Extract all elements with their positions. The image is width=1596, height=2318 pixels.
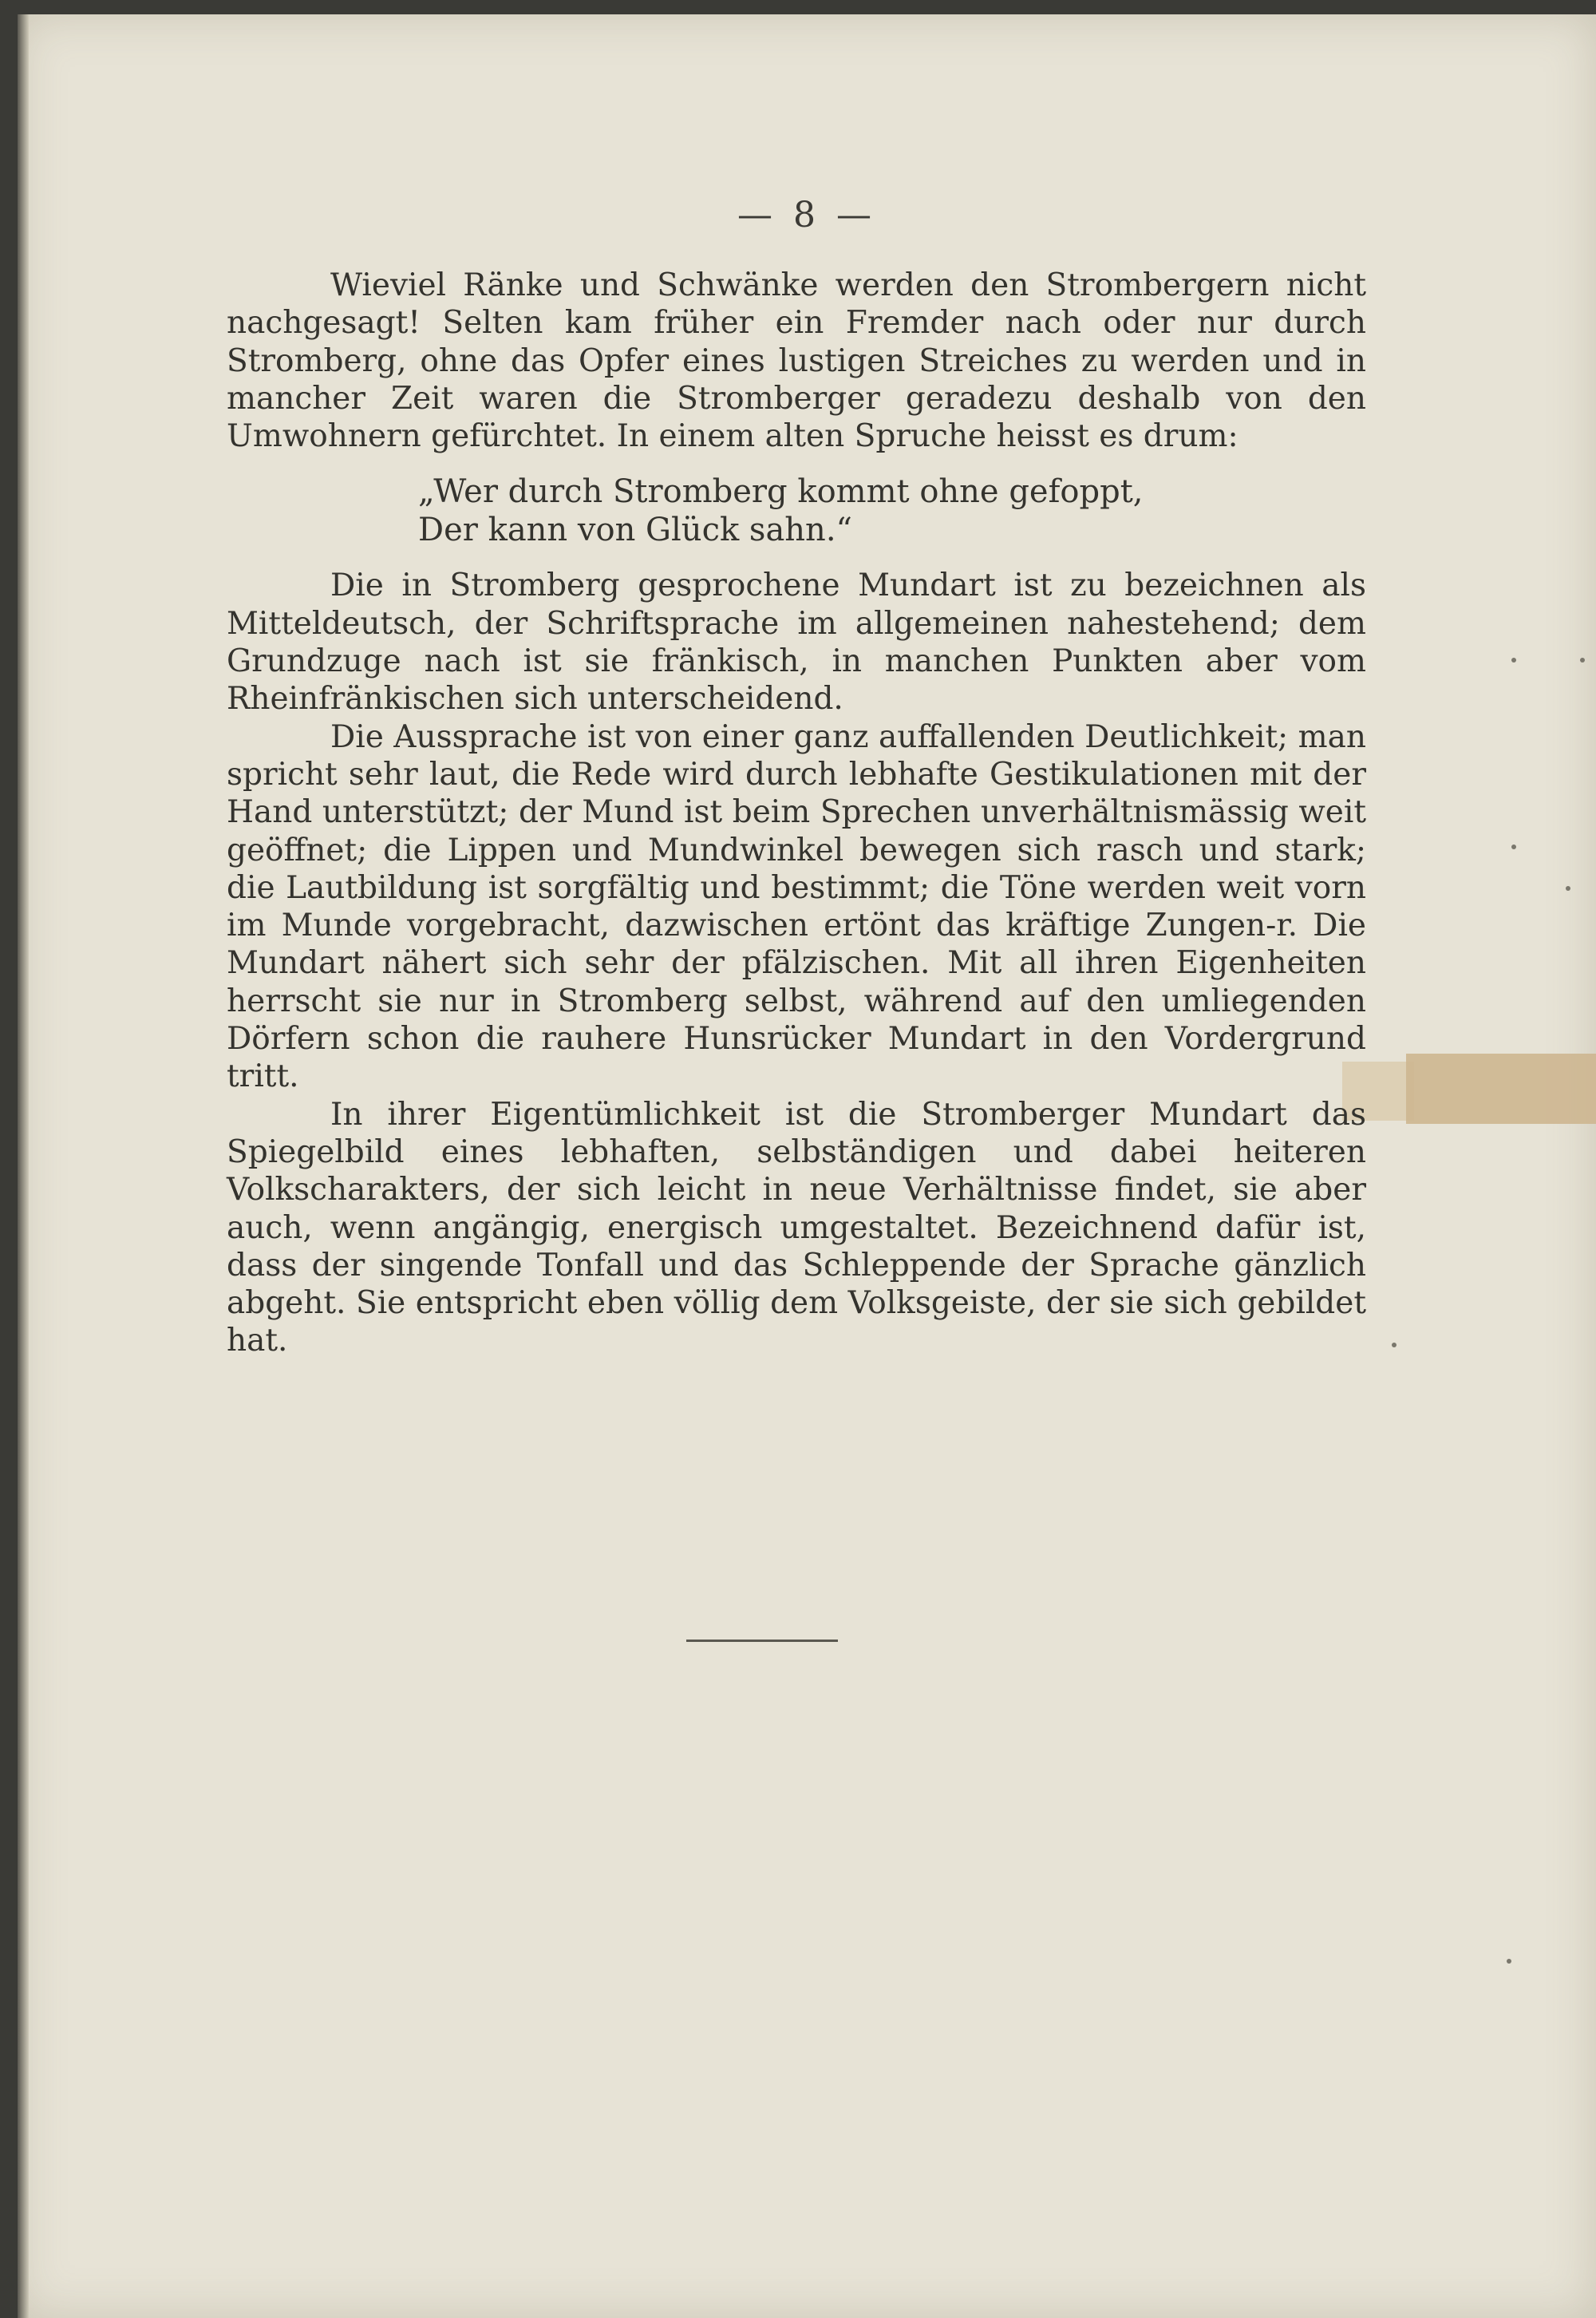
verse-line-1: „Wer durch Stromberg kommt ohne gefoppt,	[418, 473, 1144, 511]
body-text	[227, 267, 1366, 1360]
paragraph-3: Die Aussprache ist von einer ganz auffallenden Deutlichkeit; man spricht sehr laut, die Rede wird durch lebhafte Gestikulationen mit der Hand unterstützt; der Mund ist beim Sprechen unverhältnismässig weit geöffnet; die Lippen und Mundwinkel bewegen sich rasch und stark; die Lautbildung ist sorgfältig und bestimmt; die Töne werden weit vorn im Munde vorgebracht, dazwischen ertönt das kräftige Zungen-r. Die Mundart nähert sich sehr der pfälzischen. Mit all ihren Eigenheiten herrscht sie nur in Stromberg selbst, während auf den umliegenden Dörfern schon die rauhere Hunsrücker Mundart in den Vordergrund tritt.	[227, 718, 1366, 1095]
paragraph-2: Die in Stromberg gesprochene Mundart ist zu bezeichnen als Mitteldeutsch, der Schriftsprache im allgemeinen nahestehend; dem Grundzuge nach ist sie fränkisch, in manchen Punkten aber vom Rheinfränkischen sich unterscheidend.	[227, 568, 1366, 718]
paper-speck	[1507, 1959, 1511, 1964]
tape-strip	[1406, 1054, 1596, 1124]
paper-speck	[1392, 1343, 1396, 1347]
paragraph-1: Wieviel Ränke und Schwänke werden den Strombergern nicht nachgesagt! Selten kam früher ein Fremder nach oder nur durch Stromberg, ohne das Opfer eines lustigen Streiches zu werden und in mancher Zeit waren die Stromberger geradezu deshalb von den Umwohnern gefürchtet. In einem alten Spruche heisst es drum:	[227, 267, 1366, 455]
verse-line-2: Der kann von Glück sahn.“	[418, 512, 852, 549]
paragraph-4: In ihrer Eigentümlichkeit ist die Stromberger Mundart das Spiegelbild eines lebhaften, selbständigen und dabei heiteren Volkscharakters, der sich leicht in neue Verhältnisse findet, sie aber auch, wenn angängig, energisch umgestaltet. Bezeichnend dafür ist, dass der singende Tonfall und das Schleppende der Sprache gänzlich abgeht. Sie entspricht eben völlig dem Volksgeiste, der sie sich gebildet hat.	[227, 1096, 1366, 1359]
paper-speck	[1511, 658, 1516, 663]
document-page	[18, 14, 1596, 2318]
verse-quote	[418, 473, 1366, 549]
closing-rule	[686, 1640, 838, 1642]
paper-speck	[1580, 658, 1585, 663]
paper-speck	[1511, 845, 1516, 849]
page-number: — 8 —	[737, 195, 876, 235]
paper-speck	[1566, 886, 1570, 891]
